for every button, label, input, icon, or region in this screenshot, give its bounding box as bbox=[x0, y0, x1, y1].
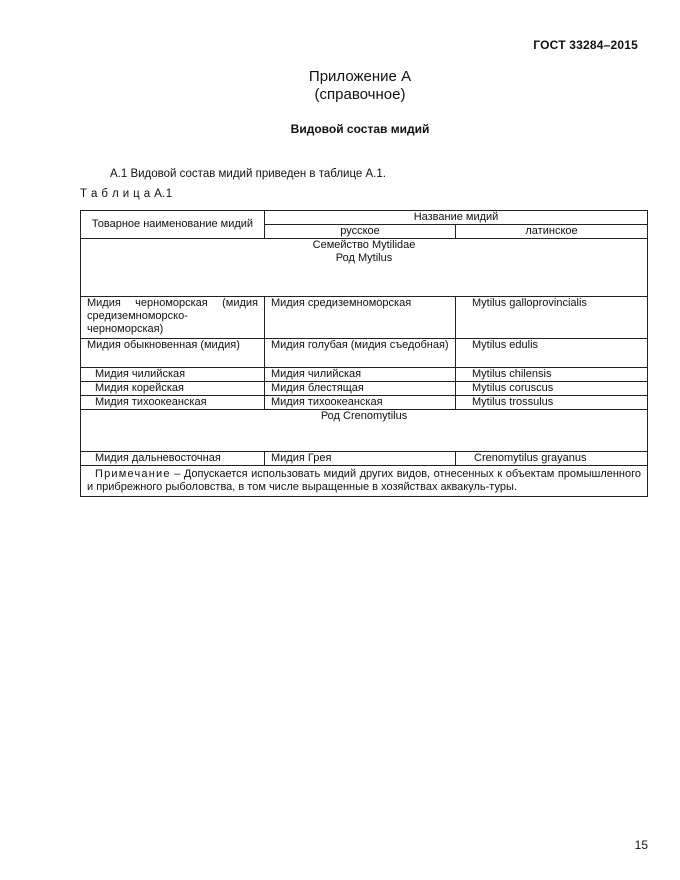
russian-name-cell: Мидия голубая (мидия съедобная) bbox=[265, 339, 456, 368]
latin-name-cell: Mytilus galloprovincialis bbox=[456, 297, 648, 339]
family-cell bbox=[81, 239, 648, 297]
russian-name-cell: Мидия блестящая bbox=[265, 382, 456, 396]
family-name: Семейство Mytilidae bbox=[312, 239, 416, 251]
genus-name: Род Mytilus bbox=[335, 252, 393, 264]
family-row bbox=[81, 239, 648, 297]
russian-name-cell: Мидия средиземноморская bbox=[265, 297, 456, 339]
trade-name-cell: Мидия обыкновенная (мидия) bbox=[81, 339, 265, 368]
appendix-title: Приложение А bbox=[308, 68, 412, 85]
genus-row bbox=[81, 410, 648, 452]
header-trade-name: Товарное наименование мидий bbox=[81, 211, 265, 239]
table-row bbox=[81, 452, 648, 466]
note-text: – Допускается использовать мидий других видов, отнесенных к объектам промышленного и прибрежного рыболовства, в том числе выращенные в хозяйствах аквакуль-туры. bbox=[87, 468, 642, 493]
table-caption: Т а б л и ц а А.1 bbox=[80, 188, 173, 200]
genus-cell: Род Crenomytilus bbox=[81, 410, 648, 452]
table-row bbox=[81, 368, 648, 382]
section-title: Видовой состав мидий bbox=[290, 122, 430, 136]
latin-name-cell: Mytilus coruscus bbox=[456, 382, 648, 396]
latin-name-cell: Mytilus edulis bbox=[456, 339, 648, 368]
header-latin: латинское bbox=[456, 225, 648, 239]
note-cell bbox=[81, 466, 648, 497]
trade-name-cell: Мидия дальневосточная bbox=[81, 452, 265, 466]
russian-name-cell: Мидия тихоокеанская bbox=[265, 396, 456, 410]
appendix-subtitle: (справочное) bbox=[314, 86, 406, 103]
latin-name-cell: Crenomytilus grayanus bbox=[456, 452, 648, 466]
table-row bbox=[81, 297, 648, 339]
table-header-row bbox=[81, 211, 648, 225]
appendix-heading bbox=[0, 68, 680, 104]
latin-name-cell: Mytilus trossulus bbox=[456, 396, 648, 410]
trade-name-cell: Мидия корейская bbox=[81, 382, 265, 396]
trade-name-cell: Мидия тихоокеанская bbox=[81, 396, 265, 410]
note-label: Примечание bbox=[95, 468, 171, 480]
russian-name-cell: Мидия чилийская bbox=[265, 368, 456, 382]
page-number: 15 bbox=[634, 838, 648, 852]
header-russian: русское bbox=[265, 225, 456, 239]
standard-code: ГОСТ 33284–2015 bbox=[533, 38, 638, 52]
header-name-group: Название мидий bbox=[265, 211, 648, 225]
table-row bbox=[81, 396, 648, 410]
species-table bbox=[80, 210, 648, 497]
table-row bbox=[81, 382, 648, 396]
table-row bbox=[81, 339, 648, 368]
note-row bbox=[81, 466, 648, 497]
latin-name-cell: Mytilus chilensis bbox=[456, 368, 648, 382]
russian-name-cell: Мидия Грея bbox=[265, 452, 456, 466]
intro-paragraph: А.1 Видовой состав мидий приведен в таблице А.1. bbox=[110, 168, 386, 180]
trade-name-cell: Мидия черноморская (мидия средиземноморско-черноморская) bbox=[81, 297, 265, 339]
trade-name-cell: Мидия чилийская bbox=[81, 368, 265, 382]
